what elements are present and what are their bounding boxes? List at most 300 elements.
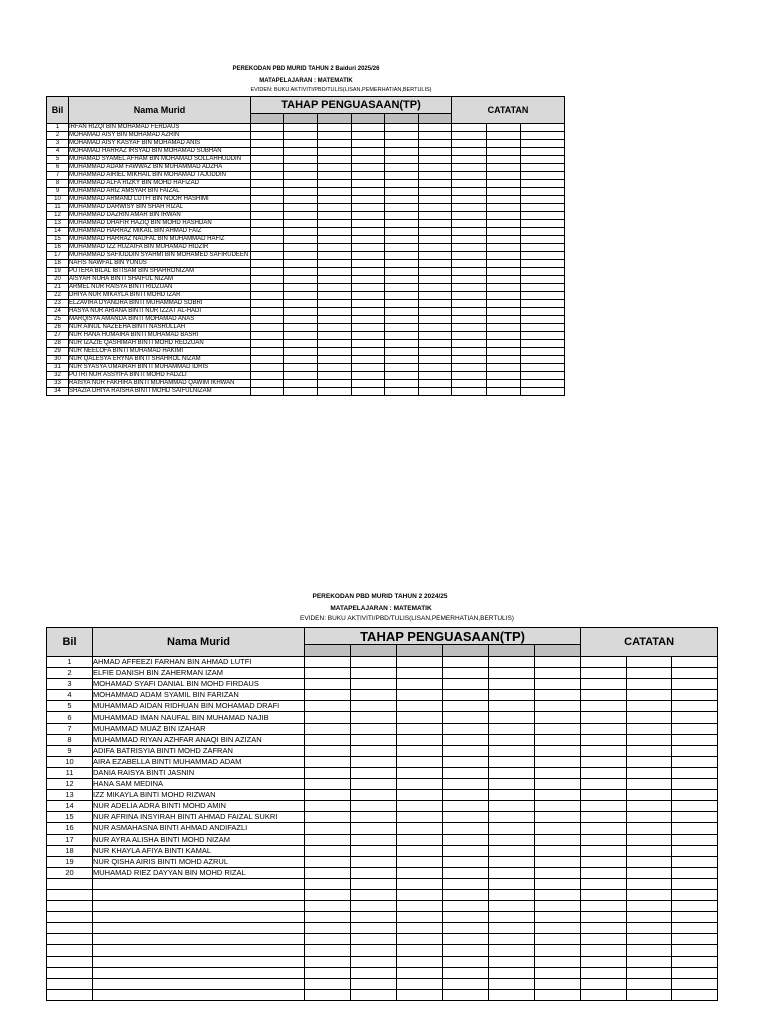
catatan-cell[interactable] [672,867,718,878]
tp-cell[interactable] [352,300,385,308]
catatan-cell[interactable] [487,220,521,228]
tp-cell[interactable] [535,767,581,778]
tp-cell[interactable] [352,252,385,260]
tp-cell[interactable] [251,172,284,180]
tp-cell[interactable] [284,212,318,220]
tp-cell[interactable] [443,901,489,912]
tp-cell[interactable] [397,945,443,956]
tp-cell[interactable] [489,745,535,756]
tp-cell[interactable] [284,156,318,164]
tp-cell[interactable] [397,812,443,823]
tp-cell[interactable] [352,236,385,244]
tp-cell[interactable] [397,912,443,923]
tp-cell[interactable] [535,657,581,668]
tp-cell[interactable] [251,388,284,396]
tp-cell[interactable] [385,252,419,260]
tp-cell[interactable] [352,260,385,268]
tp-cell[interactable] [251,204,284,212]
catatan-cell[interactable] [521,300,565,308]
tp-cell[interactable] [385,292,419,300]
catatan-cell[interactable] [487,388,521,396]
tp-cell[interactable] [419,180,452,188]
catatan-cell[interactable] [487,196,521,204]
tp-cell[interactable] [443,679,489,690]
tp-cell[interactable] [397,956,443,967]
tp-cell[interactable] [419,156,452,164]
tp-cell[interactable] [318,372,352,380]
tp-cell[interactable] [318,156,352,164]
tp-cell[interactable] [352,364,385,372]
tp-cell[interactable] [385,164,419,172]
tp-cell[interactable] [385,300,419,308]
tp-cell[interactable] [443,878,489,889]
tp-cell[interactable] [351,956,397,967]
tp-cell[interactable] [305,923,351,934]
catatan-cell[interactable] [452,220,487,228]
tp-cell[interactable] [284,148,318,156]
catatan-cell[interactable] [452,252,487,260]
catatan-cell[interactable] [487,324,521,332]
tp-cell[interactable] [385,236,419,244]
catatan-cell[interactable] [487,340,521,348]
tp-cell[interactable] [385,260,419,268]
catatan-cell[interactable] [521,244,565,252]
tp-cell[interactable] [351,657,397,668]
tp-cell[interactable] [535,856,581,867]
tp-cell[interactable] [318,284,352,292]
tp-cell[interactable] [419,356,452,364]
catatan-cell[interactable] [487,236,521,244]
tp-cell[interactable] [351,856,397,867]
catatan-cell[interactable] [452,324,487,332]
tp-cell[interactable] [489,779,535,790]
tp-cell[interactable] [284,284,318,292]
tp-cell[interactable] [443,912,489,923]
tp-cell[interactable] [352,228,385,236]
tp-cell[interactable] [305,701,351,712]
catatan-cell[interactable] [452,244,487,252]
tp-cell[interactable] [284,244,318,252]
tp-cell[interactable] [284,372,318,380]
tp-cell[interactable] [351,934,397,945]
catatan-cell[interactable] [521,164,565,172]
tp-cell[interactable] [351,723,397,734]
catatan-cell[interactable] [452,260,487,268]
catatan-cell[interactable] [627,934,672,945]
tp-cell[interactable] [352,180,385,188]
catatan-cell[interactable] [581,956,627,967]
catatan-cell[interactable] [627,734,672,745]
catatan-cell[interactable] [487,228,521,236]
tp-cell[interactable] [284,292,318,300]
catatan-cell[interactable] [581,779,627,790]
catatan-cell[interactable] [452,388,487,396]
tp-cell[interactable] [351,690,397,701]
tp-cell[interactable] [489,934,535,945]
catatan-cell[interactable] [487,252,521,260]
catatan-cell[interactable] [487,188,521,196]
tp-cell[interactable] [318,292,352,300]
tp-cell[interactable] [489,867,535,878]
catatan-cell[interactable] [487,124,521,132]
tp-cell[interactable] [419,388,452,396]
catatan-cell[interactable] [452,140,487,148]
catatan-cell[interactable] [521,308,565,316]
tp-cell[interactable] [318,388,352,396]
tp-cell[interactable] [397,679,443,690]
tp-cell[interactable] [251,188,284,196]
tp-cell[interactable] [305,867,351,878]
tp-cell[interactable] [351,767,397,778]
catatan-cell[interactable] [487,268,521,276]
tp-cell[interactable] [352,388,385,396]
tp-cell[interactable] [251,308,284,316]
tp-cell[interactable] [284,164,318,172]
catatan-cell[interactable] [521,188,565,196]
tp-cell[interactable] [352,244,385,252]
tp-cell[interactable] [284,180,318,188]
tp-cell[interactable] [419,196,452,204]
tp-cell[interactable] [397,712,443,723]
tp-cell[interactable] [419,132,452,140]
tp-cell[interactable] [535,790,581,801]
tp-cell[interactable] [251,380,284,388]
tp-cell[interactable] [251,132,284,140]
catatan-cell[interactable] [487,356,521,364]
catatan-cell[interactable] [452,180,487,188]
tp-cell[interactable] [385,284,419,292]
tp-cell[interactable] [251,372,284,380]
tp-cell[interactable] [251,276,284,284]
tp-cell[interactable] [535,779,581,790]
tp-cell[interactable] [443,734,489,745]
tp-cell[interactable] [385,308,419,316]
tp-cell[interactable] [419,236,452,244]
tp-cell[interactable] [318,172,352,180]
catatan-cell[interactable] [452,124,487,132]
catatan-cell[interactable] [581,845,627,856]
catatan-cell[interactable] [581,657,627,668]
catatan-cell[interactable] [581,790,627,801]
catatan-cell[interactable] [672,934,718,945]
tp-cell[interactable] [351,734,397,745]
tp-cell[interactable] [305,934,351,945]
tp-cell[interactable] [352,340,385,348]
tp-cell[interactable] [385,276,419,284]
tp-cell[interactable] [489,790,535,801]
tp-cell[interactable] [443,845,489,856]
catatan-cell[interactable] [521,140,565,148]
catatan-cell[interactable] [627,690,672,701]
tp-cell[interactable] [305,723,351,734]
tp-cell[interactable] [351,756,397,767]
tp-cell[interactable] [251,140,284,148]
tp-cell[interactable] [318,140,352,148]
tp-cell[interactable] [419,140,452,148]
catatan-cell[interactable] [452,284,487,292]
tp-cell[interactable] [251,148,284,156]
catatan-cell[interactable] [581,690,627,701]
catatan-cell[interactable] [672,790,718,801]
tp-cell[interactable] [318,132,352,140]
tp-cell[interactable] [284,316,318,324]
tp-cell[interactable] [318,252,352,260]
tp-cell[interactable] [535,967,581,978]
tp-cell[interactable] [284,340,318,348]
tp-cell[interactable] [535,679,581,690]
tp-cell[interactable] [385,140,419,148]
tp-cell[interactable] [351,889,397,900]
catatan-cell[interactable] [672,723,718,734]
catatan-cell[interactable] [521,268,565,276]
tp-cell[interactable] [489,967,535,978]
tp-cell[interactable] [351,945,397,956]
catatan-cell[interactable] [627,901,672,912]
catatan-cell[interactable] [627,834,672,845]
tp-cell[interactable] [385,124,419,132]
tp-cell[interactable] [352,196,385,204]
tp-cell[interactable] [443,668,489,679]
tp-cell[interactable] [251,196,284,204]
tp-cell[interactable] [443,945,489,956]
tp-cell[interactable] [489,756,535,767]
catatan-cell[interactable] [627,978,672,989]
tp-cell[interactable] [305,912,351,923]
tp-cell[interactable] [489,701,535,712]
tp-cell[interactable] [385,268,419,276]
catatan-cell[interactable] [452,348,487,356]
tp-cell[interactable] [489,712,535,723]
catatan-cell[interactable] [672,779,718,790]
tp-cell[interactable] [352,204,385,212]
tp-cell[interactable] [443,723,489,734]
tp-cell[interactable] [397,756,443,767]
tp-cell[interactable] [318,244,352,252]
tp-cell[interactable] [443,712,489,723]
tp-cell[interactable] [318,260,352,268]
tp-cell[interactable] [351,989,397,1000]
tp-cell[interactable] [318,324,352,332]
catatan-cell[interactable] [627,956,672,967]
tp-cell[interactable] [385,356,419,364]
catatan-cell[interactable] [581,734,627,745]
tp-cell[interactable] [318,124,352,132]
tp-cell[interactable] [284,124,318,132]
tp-cell[interactable] [397,901,443,912]
catatan-cell[interactable] [487,172,521,180]
catatan-cell[interactable] [452,340,487,348]
tp-cell[interactable] [284,204,318,212]
tp-cell[interactable] [489,878,535,889]
catatan-cell[interactable] [452,148,487,156]
catatan-cell[interactable] [521,228,565,236]
tp-cell[interactable] [351,901,397,912]
tp-cell[interactable] [352,188,385,196]
catatan-cell[interactable] [581,812,627,823]
catatan-cell[interactable] [581,945,627,956]
tp-cell[interactable] [419,284,452,292]
tp-cell[interactable] [284,332,318,340]
catatan-cell[interactable] [452,380,487,388]
tp-cell[interactable] [352,164,385,172]
tp-cell[interactable] [443,856,489,867]
catatan-cell[interactable] [581,712,627,723]
catatan-cell[interactable] [581,912,627,923]
catatan-cell[interactable] [672,756,718,767]
tp-cell[interactable] [443,823,489,834]
catatan-cell[interactable] [627,912,672,923]
tp-cell[interactable] [489,956,535,967]
tp-cell[interactable] [535,734,581,745]
catatan-cell[interactable] [452,308,487,316]
catatan-cell[interactable] [521,380,565,388]
tp-cell[interactable] [489,945,535,956]
catatan-cell[interactable] [452,132,487,140]
tp-cell[interactable] [251,228,284,236]
catatan-cell[interactable] [487,276,521,284]
tp-cell[interactable] [251,324,284,332]
tp-cell[interactable] [385,372,419,380]
tp-cell[interactable] [535,690,581,701]
catatan-cell[interactable] [521,204,565,212]
tp-cell[interactable] [443,779,489,790]
tp-cell[interactable] [284,252,318,260]
tp-cell[interactable] [305,889,351,900]
tp-cell[interactable] [385,316,419,324]
tp-cell[interactable] [351,679,397,690]
catatan-cell[interactable] [581,889,627,900]
tp-cell[interactable] [251,236,284,244]
tp-cell[interactable] [305,679,351,690]
tp-cell[interactable] [351,912,397,923]
tp-cell[interactable] [318,236,352,244]
catatan-cell[interactable] [487,300,521,308]
catatan-cell[interactable] [452,276,487,284]
tp-cell[interactable] [419,124,452,132]
tp-cell[interactable] [351,967,397,978]
catatan-cell[interactable] [521,356,565,364]
tp-cell[interactable] [489,834,535,845]
tp-cell[interactable] [419,324,452,332]
tp-cell[interactable] [397,934,443,945]
tp-cell[interactable] [443,657,489,668]
tp-cell[interactable] [397,790,443,801]
tp-cell[interactable] [397,834,443,845]
catatan-cell[interactable] [581,934,627,945]
tp-cell[interactable] [535,834,581,845]
tp-cell[interactable] [351,867,397,878]
tp-cell[interactable] [385,148,419,156]
catatan-cell[interactable] [627,812,672,823]
catatan-cell[interactable] [672,856,718,867]
tp-cell[interactable] [397,989,443,1000]
tp-cell[interactable] [284,364,318,372]
tp-cell[interactable] [385,348,419,356]
tp-cell[interactable] [305,812,351,823]
tp-cell[interactable] [352,268,385,276]
tp-cell[interactable] [305,767,351,778]
tp-cell[interactable] [284,300,318,308]
tp-cell[interactable] [489,901,535,912]
catatan-cell[interactable] [627,712,672,723]
tp-cell[interactable] [251,244,284,252]
tp-cell[interactable] [251,164,284,172]
catatan-cell[interactable] [521,180,565,188]
catatan-cell[interactable] [452,300,487,308]
tp-cell[interactable] [443,812,489,823]
tp-cell[interactable] [443,967,489,978]
tp-cell[interactable] [351,823,397,834]
tp-cell[interactable] [535,945,581,956]
tp-cell[interactable] [305,756,351,767]
tp-cell[interactable] [443,756,489,767]
tp-cell[interactable] [535,745,581,756]
catatan-cell[interactable] [452,316,487,324]
catatan-cell[interactable] [581,756,627,767]
tp-cell[interactable] [318,180,352,188]
tp-cell[interactable] [419,316,452,324]
catatan-cell[interactable] [581,856,627,867]
catatan-cell[interactable] [452,332,487,340]
tp-cell[interactable] [251,340,284,348]
tp-cell[interactable] [284,308,318,316]
catatan-cell[interactable] [452,292,487,300]
tp-cell[interactable] [535,989,581,1000]
tp-cell[interactable] [251,316,284,324]
tp-cell[interactable] [443,790,489,801]
tp-cell[interactable] [419,212,452,220]
tp-cell[interactable] [535,701,581,712]
catatan-cell[interactable] [672,967,718,978]
catatan-cell[interactable] [452,196,487,204]
tp-cell[interactable] [419,164,452,172]
tp-cell[interactable] [284,196,318,204]
tp-cell[interactable] [385,180,419,188]
tp-cell[interactable] [284,172,318,180]
tp-cell[interactable] [443,745,489,756]
tp-cell[interactable] [305,878,351,889]
catatan-cell[interactable] [487,204,521,212]
tp-cell[interactable] [535,801,581,812]
catatan-cell[interactable] [627,878,672,889]
catatan-cell[interactable] [521,324,565,332]
catatan-cell[interactable] [672,923,718,934]
tp-cell[interactable] [318,316,352,324]
tp-cell[interactable] [397,923,443,934]
tp-cell[interactable] [385,132,419,140]
tp-cell[interactable] [284,356,318,364]
tp-cell[interactable] [419,268,452,276]
catatan-cell[interactable] [581,679,627,690]
tp-cell[interactable] [397,878,443,889]
tp-cell[interactable] [419,148,452,156]
tp-cell[interactable] [419,228,452,236]
tp-cell[interactable] [251,292,284,300]
catatan-cell[interactable] [452,364,487,372]
tp-cell[interactable] [351,845,397,856]
tp-cell[interactable] [535,712,581,723]
catatan-cell[interactable] [672,834,718,845]
catatan-cell[interactable] [672,668,718,679]
tp-cell[interactable] [305,790,351,801]
catatan-cell[interactable] [672,690,718,701]
catatan-cell[interactable] [672,767,718,778]
tp-cell[interactable] [443,989,489,1000]
tp-cell[interactable] [535,845,581,856]
catatan-cell[interactable] [672,912,718,923]
tp-cell[interactable] [318,204,352,212]
catatan-cell[interactable] [581,823,627,834]
